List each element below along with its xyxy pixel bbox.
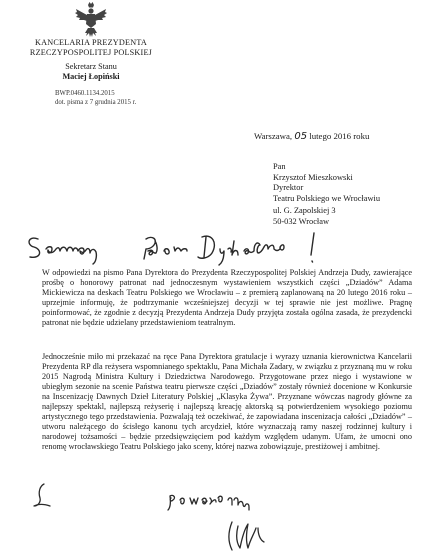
signatory-position: Sekretarz Stanu xyxy=(65,62,117,71)
addressee-street: ul. G. Zapolskiej 3 xyxy=(273,206,336,215)
reference-date: dot. pisma z 7 grudnia 2015 r. xyxy=(55,98,137,106)
letter-date xyxy=(254,131,369,142)
addressee-role: Dyrektor xyxy=(273,183,304,192)
date-day: 05 xyxy=(294,131,308,142)
office-name-line2: RZECZYPOSPOLITEJ POLSKIEJ xyxy=(29,48,153,57)
body-paragraph-2: Jednocześnie miło mi przekazać na ręce Pana Dyrektora gratulacje i wyrazy uznania kierownictwa Kancelarii Prezydenta RP dla reżysera wspomnianego spektaklu, Pana Michała Zadary, w związku z przyznaną mu w roku 2015 Nagrodą Ministra Kultury i Dziedzictwa Narodowego. Przygotowane przez niego i wystawione w ubiegłym sezonie na scenie Państwa teatru pierwsze części „Dziadów” zostały również docenione w Konkursie na Inscenizację Dawnych Dzieł Literatury Polskiej „Klasyka Żywa”. Przyznane wówczas nagrody główne za najlepszy spektakl, najlepszą reżyserię i najlepszą kreację aktorską są potwierdzeniem wysokiego poziomu artystycznego tego przedstawienia. Pozwalają też oczekiwać, że zapowiadana inscenizacja całości „Dziadów” – utworu należącego do ścisłego kanonu tych arcydzieł, które wyznaczają ramy naszej rodzinnej kultury i narodowej tożsamości – będzie przedsięwzięciem pod każdym względem udanym. Ufam, że umocni ono renomę wrocławskiego Teatru Polskiego jako sceny, której nazwa zobowiązuje, prestiżowej i ambitnej. xyxy=(42,352,412,452)
signatory-block xyxy=(0,62,182,82)
date-rest: lutego 2016 roku xyxy=(309,131,370,141)
addressee-block xyxy=(273,162,380,204)
reference-number: BWP.0460.1134.2015 xyxy=(55,90,115,97)
date-place: Warszawa, xyxy=(254,131,293,141)
polish-eagle-emblem-icon xyxy=(74,2,108,38)
body-paragraph-1: W odpowiedzi na pismo Pana Dyrektora do Prezydenta Rzeczypospolitej Polskiej Andrzeja Dudy, zawierające prośbę o honorowy patronat nad jednoczesnym wystawieniem wszystkich części „Dziadów” Adama Mickiewicza na deskach Teatru Polskiego we Wrocławiu – z premierą zaplanowaną na 20 lutego 2016 roku – uprzejmie informuję, że podtrzymanie wcześniejszej decyzji w tej sprawie nie jest możliwe. Pragnę poinformować, że zgodnie z decyzją Prezydenta Andrzeja Dudy przyjęta została ogólna zasada, że prezydencki patronat nie będzie udzielany przedstawieniom teatralnym. xyxy=(42,268,412,328)
office-name xyxy=(0,38,182,58)
reference-block xyxy=(55,90,136,107)
addressee-city: 50-032 Wrocław xyxy=(273,216,330,226)
handwritten-closing-and-signature xyxy=(0,478,446,553)
handwritten-salutation xyxy=(24,227,424,271)
addressee-title: Pan xyxy=(273,162,286,171)
office-name-line1: KANCELARIA PREZYDENTA xyxy=(34,38,148,47)
addressee-address xyxy=(273,206,336,227)
addressee-institution: Teatru Polskiego we Wrocławiu xyxy=(273,193,381,203)
signatory-name: Maciej Łopiński xyxy=(62,72,120,81)
addressee-name: Krzysztof Mieszkowski xyxy=(273,172,353,182)
